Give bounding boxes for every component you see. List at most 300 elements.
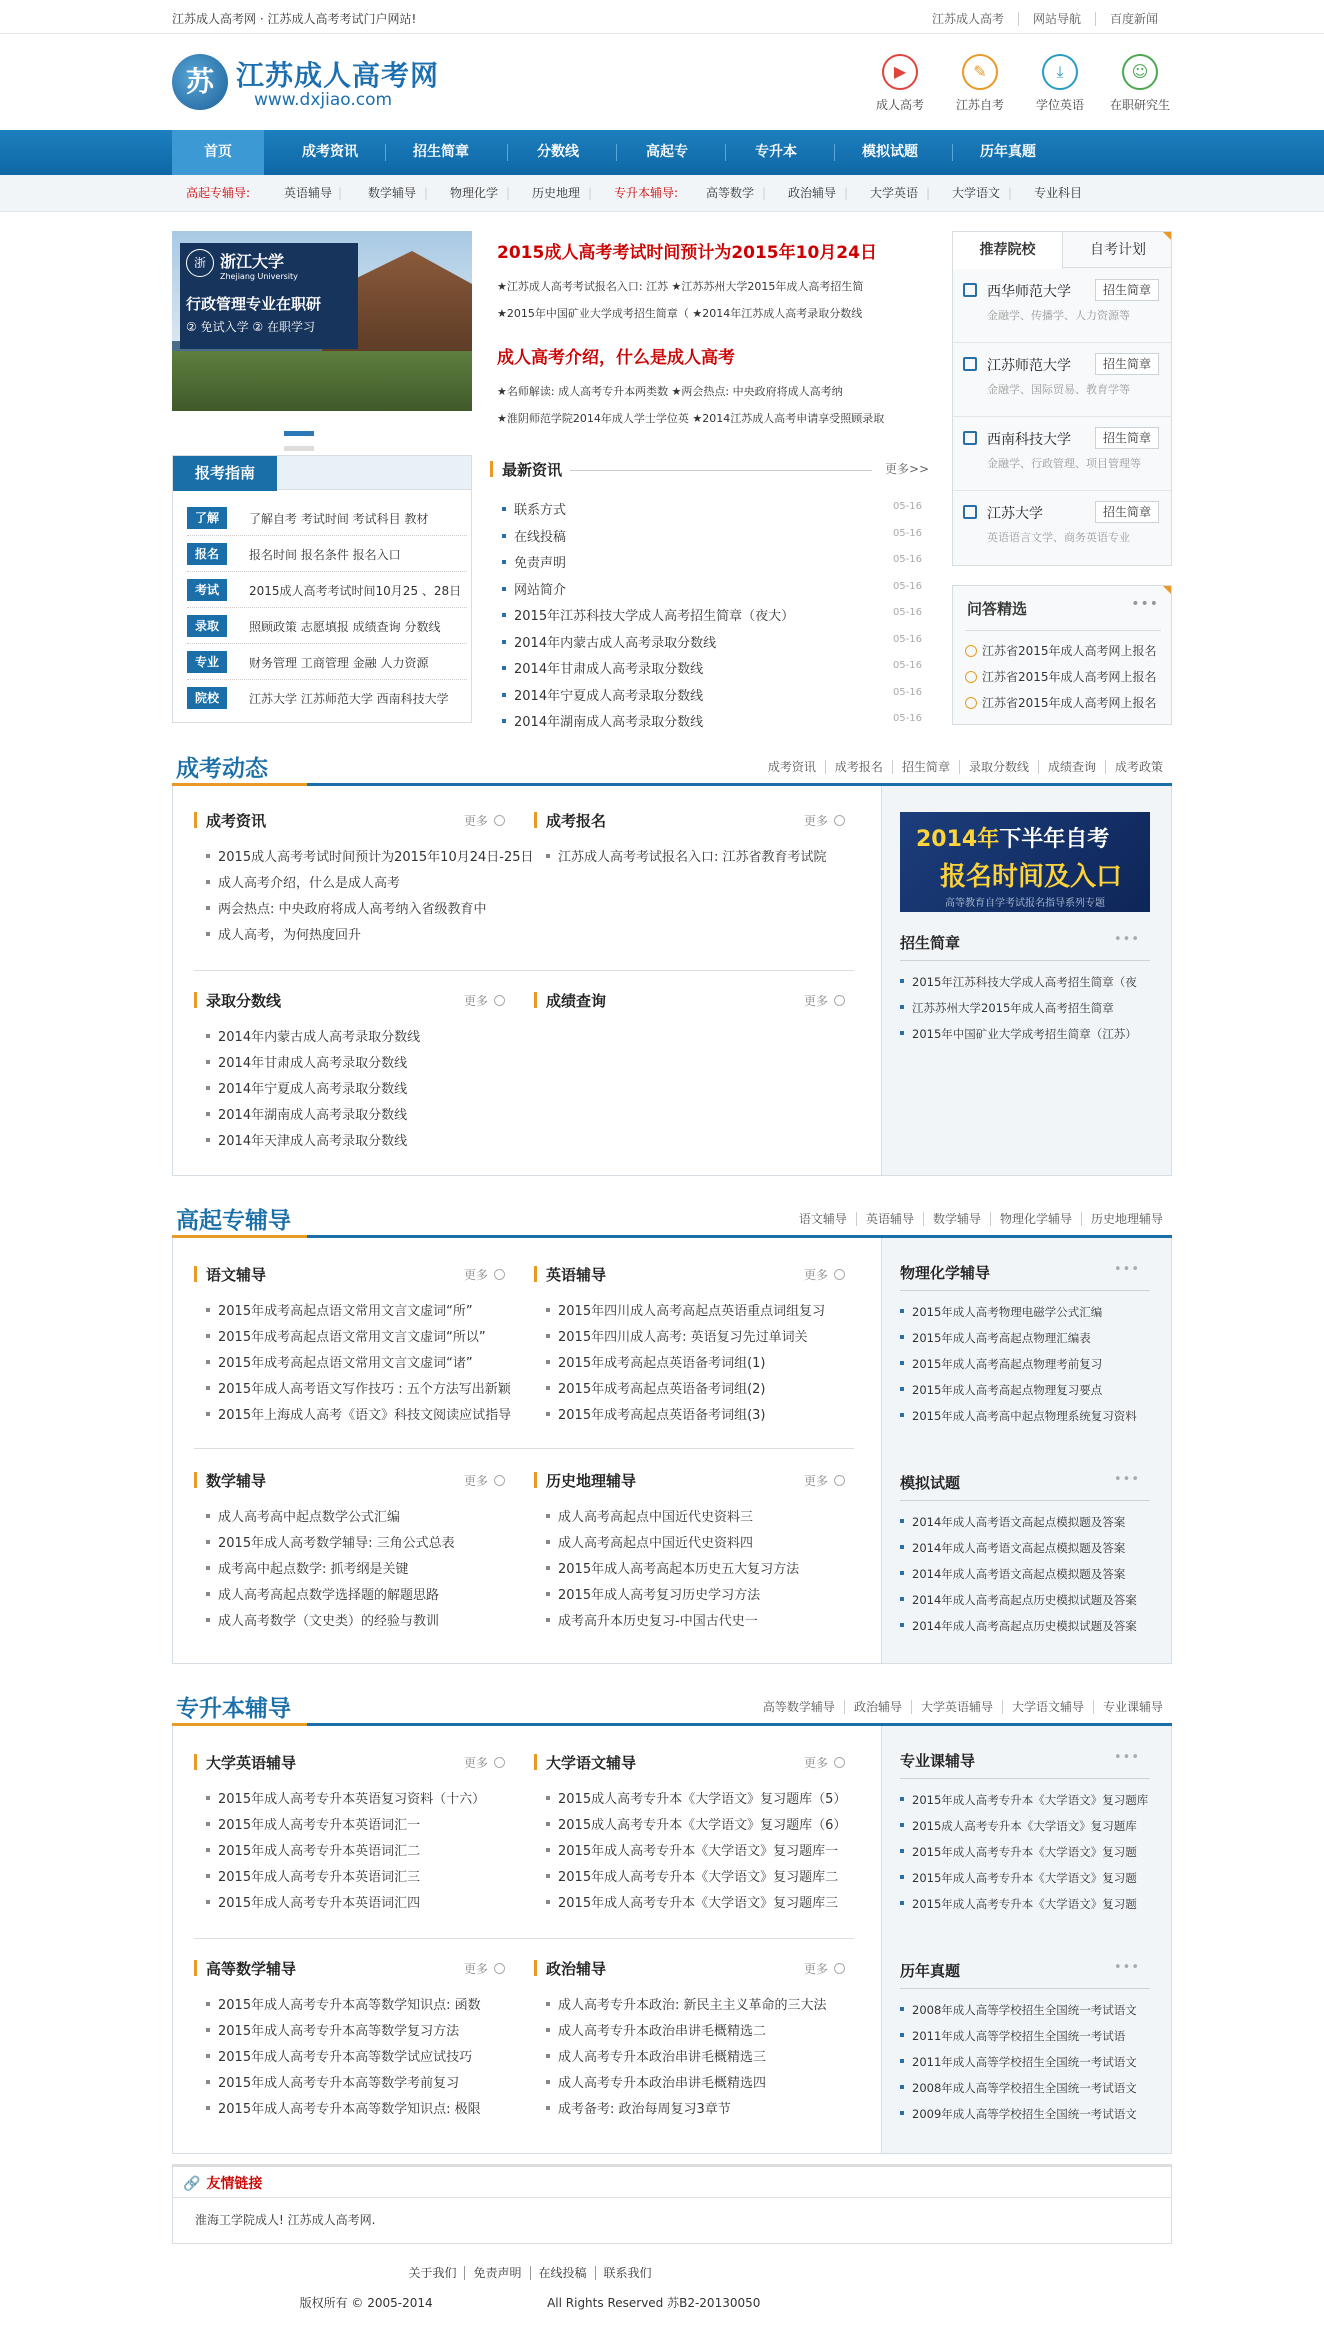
- top-link-baidu-news[interactable]: 百度新闻: [1095, 12, 1172, 26]
- block-title[interactable]: 历史地理辅导: [546, 1472, 637, 1490]
- guide-links[interactable]: 江苏大学 江苏师范大学 西南科技大学: [249, 692, 449, 706]
- list-item[interactable]: [546, 1994, 866, 2013]
- sidebar-list-item[interactable]: [900, 1540, 1158, 1556]
- shortcut-adult-exam[interactable]: [860, 54, 940, 113]
- subnav-item[interactable]: 专业科目: [1034, 186, 1083, 200]
- list-item[interactable]: [206, 1532, 526, 1551]
- list-item[interactable]: [206, 1404, 526, 1423]
- list-item[interactable]: [546, 2046, 866, 2065]
- subnav-item[interactable]: 大学语文: [952, 186, 1001, 200]
- list-item-text[interactable]: 江苏成人高考考试报名入口: 江苏省教育考试院: [558, 850, 827, 865]
- list-item[interactable]: [206, 1840, 526, 1859]
- list-item-text[interactable]: 2015年成人高考高起本历史五大复习方法: [558, 1562, 800, 1577]
- sidebar-list-item[interactable]: [900, 1566, 1158, 1582]
- nav-mock-tests[interactable]: 模拟试题: [862, 144, 918, 160]
- slider-dots[interactable]: [284, 425, 344, 431]
- block-title[interactable]: 数学辅导: [206, 1472, 267, 1490]
- sidebar-list-item[interactable]: [900, 1618, 1158, 1634]
- list-item-text[interactable]: 成人高考专升本政治串讲毛概精选二: [558, 2024, 767, 2039]
- admissions-button[interactable]: 招生简章: [1095, 279, 1159, 301]
- list-item[interactable]: [546, 1300, 866, 1319]
- list-item-text[interactable]: 2015成人高考专升本《大学语文》复习题库（6）: [558, 1818, 847, 1833]
- list-item[interactable]: [206, 2072, 526, 2091]
- exam-guide: [172, 455, 472, 723]
- list-item-text[interactable]: 2015年成考高起点语文常用文言文虚词“所以”: [218, 1330, 486, 1345]
- block-more-link[interactable]: [804, 1472, 845, 1489]
- list-item-text[interactable]: 2015年成人高考物理电磁学公式汇编: [912, 1305, 1103, 1319]
- more-dots[interactable]: •••: [1131, 596, 1159, 612]
- list-item[interactable]: [206, 1104, 526, 1123]
- more-circle-icon: [494, 1757, 505, 1768]
- list-item[interactable]: [206, 898, 526, 917]
- list-item-text[interactable]: 2015年成人高考专升本英语词汇三: [218, 1870, 421, 1885]
- list-item-text[interactable]: 2014年成人高考语文高起点模拟题及答案: [912, 1567, 1126, 1581]
- site-logo[interactable]: [172, 52, 452, 112]
- top-link-jiangsu[interactable]: 江苏成人高考: [931, 12, 1004, 26]
- news-item-title[interactable]: 2014年宁夏成人高考录取分数线: [514, 688, 704, 704]
- circle-icon: [965, 645, 977, 657]
- list-item-text[interactable]: 江苏苏州大学2015年成人高考招生简章: [912, 1001, 1114, 1015]
- list-item-text[interactable]: 2015年成人高考高起点物理汇编表: [912, 1331, 1091, 1345]
- list-item-text[interactable]: 2015年成人高考专升本《大学语文》复习题库一: [558, 1844, 839, 1859]
- block-title[interactable]: 成考报名: [546, 812, 607, 830]
- list-item[interactable]: [546, 1610, 866, 1629]
- subnav-item[interactable]: 数学辅导: [368, 186, 417, 200]
- block-more-link[interactable]: [464, 992, 505, 1009]
- list-item-text[interactable]: 两会热点: 中央政府将成人高考纳入省级教育中: [218, 902, 487, 917]
- news-item[interactable]: [502, 605, 922, 625]
- block-more-link[interactable]: [804, 1266, 845, 1283]
- news-item-date: 05-16: [892, 501, 922, 512]
- news-item-date: 05-16: [892, 580, 922, 592]
- list-item-text[interactable]: 2015年成考高起点英语备考词组(1): [558, 1356, 766, 1371]
- list-item-text[interactable]: 2015年成人高考数学辅导: 三角公式总表: [218, 1536, 455, 1551]
- list-item[interactable]: [546, 1814, 866, 1833]
- list-item-text[interactable]: 2015年成人高考专升本《大学语文》复习题库三: [558, 1896, 839, 1911]
- section-link[interactable]: 成考资讯: [767, 760, 816, 774]
- bullet-icon: [900, 1031, 904, 1035]
- list-item[interactable]: [206, 1610, 526, 1629]
- school-name[interactable]: 江苏师范大学: [987, 358, 1071, 374]
- footer-link-contact[interactable]: 联系我们: [595, 2266, 660, 2280]
- guide-tag[interactable]: 录取: [187, 615, 227, 637]
- section-link[interactable]: 成绩查询: [1038, 760, 1105, 774]
- list-item-text[interactable]: 2015年上海成人高考《语文》科技文阅读应试指导: [218, 1408, 512, 1423]
- list-item[interactable]: [206, 1078, 526, 1097]
- sidebar-block-title[interactable]: 模拟试题: [900, 1474, 961, 1492]
- more-dots[interactable]: •••: [1113, 932, 1140, 947]
- sidebar-block-title[interactable]: 招生简章: [900, 934, 961, 952]
- qa-item[interactable]: 江苏省2015年成人高考网上报名: [965, 694, 1157, 711]
- list-item-text[interactable]: 2008年成人高等学校招生全国统一考试语文: [912, 2081, 1137, 2095]
- sidebar-list-item[interactable]: [900, 974, 1158, 990]
- section-link[interactable]: 英语辅导: [856, 1212, 923, 1226]
- nav-zhuanshengben[interactable]: 专升本: [755, 144, 797, 160]
- list-item-text[interactable]: 2015年成人高考专升本英语词汇二: [218, 1844, 421, 1859]
- block-title[interactable]: 政治辅导: [546, 1960, 607, 1978]
- list-item-text[interactable]: 2009年成人高等学校招生全国统一考试语文: [912, 2107, 1137, 2121]
- list-item-text[interactable]: 2015年成人高考专升本英语词汇一: [218, 1818, 421, 1833]
- tab-self-exam-plan[interactable]: 自考计划: [1090, 242, 1146, 258]
- list-item[interactable]: [206, 1378, 526, 1397]
- news-item-title[interactable]: 2014年湖南成人高考录取分数线: [514, 715, 704, 730]
- news-item[interactable]: [502, 711, 922, 731]
- subnav-item[interactable]: 物理化学: [450, 186, 499, 200]
- sidebar-list-item[interactable]: [900, 1304, 1158, 1320]
- list-item[interactable]: [206, 1326, 526, 1345]
- guide-tag[interactable]: 专业: [187, 651, 227, 673]
- block-more-link[interactable]: [464, 1960, 505, 1977]
- news-item-title[interactable]: 联系方式: [514, 503, 567, 518]
- tab-recommended-schools[interactable]: 推荐院校: [953, 232, 1063, 269]
- news-item[interactable]: [502, 552, 922, 572]
- sidebar-list-item[interactable]: [900, 2054, 1158, 2070]
- slider-dot[interactable]: [284, 431, 314, 436]
- guide-tag[interactable]: 了解: [187, 507, 227, 529]
- sidebar-list-item[interactable]: [900, 1896, 1158, 1912]
- list-item-text[interactable]: 2014年宁夏成人高考录取分数线: [218, 1082, 408, 1097]
- bullet-icon: [206, 1592, 210, 1596]
- headline-title[interactable]: 2015成人高考考试时间预计为2015年10月24日: [497, 243, 877, 263]
- block-more-link[interactable]: [804, 812, 845, 829]
- sidebar-block-title[interactable]: 物理化学辅导: [900, 1264, 991, 1282]
- section-link[interactable]: 物理化学辅导: [990, 1212, 1081, 1226]
- list-item-text[interactable]: 2011年成人高等学校招生全国统一考试语: [912, 2029, 1126, 2043]
- headline-sub[interactable]: ★2015年中国矿业大学成考招生简章（ ★2014年江苏成人高考录取分数线: [497, 307, 863, 320]
- shortcut-self-exam[interactable]: [940, 54, 1020, 113]
- block-title[interactable]: 大学语文辅导: [546, 1754, 637, 1772]
- list-item[interactable]: [206, 924, 526, 943]
- list-item[interactable]: [546, 1840, 866, 1859]
- list-item-text[interactable]: 成人高考高起点中国近代史资料三: [558, 1510, 754, 1525]
- list-item-text[interactable]: 成人高考专升本政治串讲毛概精选三: [558, 2050, 767, 2065]
- list-item-text[interactable]: 2008年成人高等学校招生全国统一考试语文: [912, 2003, 1137, 2017]
- list-item[interactable]: [206, 1130, 526, 1149]
- nav-admissions[interactable]: 招生简章: [413, 144, 469, 160]
- list-item[interactable]: [206, 872, 526, 891]
- section-link[interactable]: 录取分数线: [959, 760, 1038, 774]
- list-item-text[interactable]: 2015年成人高考专升本《大学语文》复习题: [912, 1897, 1137, 1911]
- block-title[interactable]: 英语辅导: [546, 1266, 607, 1284]
- subnav-item[interactable]: 大学英语: [870, 186, 919, 200]
- list-item-text[interactable]: 成考高中起点数学: 抓考纲是关键: [218, 1562, 409, 1577]
- list-item-text[interactable]: 2015年成考高起点英语备考词组(2): [558, 1382, 766, 1397]
- list-item-text[interactable]: 2015年成人高考高中起点物理系统复习资料: [912, 1409, 1137, 1423]
- list-item[interactable]: [206, 1026, 526, 1045]
- list-item-text[interactable]: 2015年成人高考专升本英语词汇四: [218, 1896, 421, 1911]
- list-item[interactable]: [206, 1052, 526, 1071]
- section-link[interactable]: 大学语文辅导: [1002, 1700, 1093, 1714]
- sidebar-list-item[interactable]: [900, 1382, 1158, 1398]
- sidebar-list-item[interactable]: [900, 2080, 1158, 2096]
- block-title[interactable]: 成考资讯: [206, 812, 267, 830]
- block-more-link[interactable]: [804, 1754, 845, 1771]
- subnav-item[interactable]: 历史地理: [532, 186, 581, 200]
- news-more-link[interactable]: 更多>>: [885, 462, 930, 476]
- news-item-title[interactable]: 网站简介: [514, 582, 567, 598]
- more-dots[interactable]: •••: [1113, 1960, 1140, 1975]
- list-item[interactable]: [206, 1300, 526, 1319]
- list-item-text[interactable]: 2015年成考高起点语文常用文言文虚词“所”: [218, 1304, 473, 1319]
- more-label: 更多: [804, 994, 829, 1008]
- shortcut-degree-english[interactable]: [1020, 54, 1100, 113]
- admissions-button[interactable]: 招生简章: [1095, 501, 1159, 523]
- headline-sub[interactable]: ★淮阴师范学院2014年成人学士学位英 ★2014江苏成人高考申请享受照顾录取: [497, 412, 885, 425]
- section-link[interactable]: 大学英语辅导: [911, 1700, 1002, 1714]
- list-item[interactable]: [206, 2046, 526, 2065]
- subnav-item[interactable]: 政治辅导: [788, 186, 837, 200]
- list-item-text[interactable]: 2015成人高考专升本《大学语文》复习题库: [912, 1819, 1137, 1833]
- block-title[interactable]: 高等数学辅导: [206, 1960, 297, 1978]
- section-header-news: [172, 750, 1172, 784]
- headline-title[interactable]: 成人高考介绍，什么是成人高考: [497, 348, 735, 368]
- footer-link-disclaimer[interactable]: 免责声明: [464, 2266, 529, 2280]
- list-item-text[interactable]: 成人高考高中起点数学公式汇编: [218, 1510, 401, 1525]
- block-more-link[interactable]: [804, 1960, 845, 1977]
- guide-tag[interactable]: 院校: [187, 687, 227, 709]
- list-item-text[interactable]: 2015年成人高考专升本高等数学知识点: 极限: [218, 2102, 481, 2117]
- section-link[interactable]: 专业课辅导: [1093, 1700, 1172, 1714]
- sidebar-block-title[interactable]: 专业课辅导: [900, 1752, 976, 1770]
- subnav-label-gaoqizhuan: 高起专辅导:: [186, 186, 251, 200]
- guide-links[interactable]: 2015成人高考考试时间10月25 、28日: [249, 584, 462, 598]
- sidebar-list-item[interactable]: [900, 1818, 1158, 1834]
- list-item[interactable]: [206, 1584, 526, 1603]
- list-item[interactable]: [546, 1352, 866, 1371]
- list-item-text[interactable]: 成人高考，为何热度回升: [218, 928, 362, 943]
- block-more-link[interactable]: [464, 1266, 505, 1283]
- news-item-title[interactable]: 免责声明: [514, 556, 567, 571]
- nav-news[interactable]: 成考资讯: [302, 144, 358, 160]
- list-item-text[interactable]: 2015成人高考专升本《大学语文》复习题库（5）: [558, 1792, 847, 1807]
- list-item-text[interactable]: 2014年甘肃成人高考录取分数线: [218, 1056, 408, 1071]
- list-item-text[interactable]: 成人高考专升本政治串讲毛概精选四: [558, 2076, 767, 2091]
- list-item[interactable]: [206, 1506, 526, 1525]
- section-link[interactable]: 数学辅导: [923, 1212, 990, 1226]
- list-item-text[interactable]: 成人高考高起点数学选择题的解题思路: [218, 1588, 440, 1603]
- list-item-text[interactable]: 2015年成人高考复习历史学习方法: [558, 1588, 761, 1603]
- guide-row: [187, 536, 467, 572]
- friend-links-list[interactable]: 淮海工学院成人! 江苏成人高考网.: [195, 2213, 376, 2227]
- headline-sub[interactable]: ★名师解读: 成人高考专升本两类数 ★两会热点: 中央政府将成人高考纳: [497, 385, 843, 398]
- list-item[interactable]: [206, 2020, 526, 2039]
- list-item[interactable]: [546, 1892, 866, 1911]
- news-item[interactable]: [502, 579, 922, 599]
- section-link[interactable]: 成考报名: [825, 760, 892, 774]
- qa-title: 问答精选: [967, 600, 1028, 618]
- list-item-text[interactable]: 2015年成人高考专升本《大学语文》复习题库: [912, 1793, 1149, 1807]
- guide-links[interactable]: 了解自考 考试时间 考试科目 教材: [249, 512, 429, 526]
- list-item-text[interactable]: 2015年四川成人高考: 英语复习先过单词关: [558, 1330, 808, 1345]
- list-item[interactable]: [546, 2098, 866, 2117]
- subnav-item[interactable]: 高等数学: [706, 186, 755, 200]
- sidebar-list-item[interactable]: [900, 1844, 1158, 1860]
- bullet-icon: [900, 1387, 904, 1391]
- list-item-text[interactable]: 成考备考: 政治每周复习3章节: [558, 2102, 731, 2117]
- sidebar-list-item[interactable]: [900, 1408, 1158, 1424]
- list-item-text[interactable]: 成人高考数学（文史类）的经验与教训: [218, 1614, 440, 1629]
- block-title[interactable]: 录取分数线: [206, 992, 282, 1010]
- list-item-text[interactable]: 2015年成人高考专升本《大学语文》复习题: [912, 1871, 1137, 1885]
- sidebar-list-item[interactable]: [900, 1792, 1158, 1808]
- list-item[interactable]: [206, 1866, 526, 1885]
- list-item-text[interactable]: 2015年成人高考语文写作技巧 : 五个方法写出新颖: [218, 1382, 511, 1397]
- block-title[interactable]: 成绩查询: [546, 992, 607, 1010]
- footer-link-submit[interactable]: 在线投稿: [530, 2266, 595, 2280]
- list-item-text[interactable]: 2015年成人高考专升本高等数学知识点: 函数: [218, 1998, 481, 2013]
- nav-past-papers[interactable]: 历年真题: [980, 144, 1036, 160]
- list-item-text[interactable]: 2015年成人高考专升本高等数学考前复习: [218, 2076, 460, 2091]
- more-dots[interactable]: •••: [1113, 1750, 1140, 1765]
- list-item-text[interactable]: 2015年成人高考专升本高等数学试应试技巧: [218, 2050, 473, 2065]
- section-link[interactable]: 历史地理辅导: [1081, 1212, 1172, 1226]
- list-item[interactable]: [546, 1326, 866, 1345]
- news-item-title[interactable]: 2015年江苏科技大学成人高考招生简章（夜大）: [514, 609, 795, 624]
- list-item[interactable]: [546, 1866, 866, 1885]
- list-item-text[interactable]: 成人高考介绍，什么是成人高考: [218, 876, 401, 891]
- subnav-item[interactable]: 英语辅导: [284, 186, 333, 200]
- list-item[interactable]: [206, 1892, 526, 1911]
- more-dots[interactable]: •••: [1113, 1262, 1140, 1277]
- block-more-link[interactable]: [804, 992, 845, 1009]
- list-item-text[interactable]: 成人高考高起点中国近代史资料四: [558, 1536, 754, 1551]
- qa-item[interactable]: 江苏省2015年成人高考网上报名: [965, 668, 1157, 685]
- list-item[interactable]: [206, 846, 534, 865]
- list-item-text[interactable]: 2015年成人高考高起点物理考前复习: [912, 1357, 1103, 1371]
- sidebar-list-item[interactable]: [900, 2106, 1158, 2122]
- nav-home[interactable]: 首页: [172, 130, 264, 175]
- top-link-sitemap[interactable]: 网站导航: [1018, 12, 1095, 26]
- list-item-text[interactable]: 2015年成考高起点语文常用文言文虚词“诸”: [218, 1356, 473, 1371]
- list-item[interactable]: [206, 1814, 526, 1833]
- list-item-text[interactable]: 成考高升本历史复习-中国古代史一: [558, 1614, 758, 1629]
- sidebar-list-item[interactable]: [900, 1514, 1158, 1530]
- sidebar-list-item[interactable]: [900, 2002, 1158, 2018]
- school-name[interactable]: 西南科技大学: [987, 432, 1071, 448]
- guide-links[interactable]: 财务管理 工商管理 金融 人力资源: [249, 656, 429, 670]
- headline-sub[interactable]: ★江苏成人高考考试报名入口: 江苏 ★江苏苏州大学2015年成人高考招生简: [497, 280, 864, 293]
- section-link[interactable]: 语文辅导: [798, 1212, 847, 1226]
- list-item-text[interactable]: 2015年四川成人高考高起点英语重点词组复习: [558, 1304, 826, 1319]
- news-item[interactable]: [502, 632, 922, 652]
- news-item[interactable]: [502, 526, 922, 546]
- news-item[interactable]: [502, 685, 922, 705]
- shortcut-graduate[interactable]: [1100, 54, 1180, 113]
- list-item[interactable]: [546, 2020, 866, 2039]
- list-item-text[interactable]: 2015年成人高考专升本《大学语文》复习题库二: [558, 1870, 839, 1885]
- block-more-link[interactable]: [464, 812, 505, 829]
- news-item[interactable]: [502, 499, 922, 519]
- qa-item[interactable]: 江苏省2015年成人高考网上报名: [965, 642, 1157, 659]
- list-item-text[interactable]: 2015年中国矿业大学成考招生简章（江苏）: [912, 1027, 1137, 1041]
- list-item-text[interactable]: 2014年天津成人高考录取分数线: [218, 1134, 408, 1149]
- self-exam-banner[interactable]: [900, 812, 1150, 912]
- list-item-text[interactable]: 2014年湖南成人高考录取分数线: [218, 1108, 408, 1123]
- sidebar-list-item[interactable]: [900, 1870, 1158, 1886]
- news-item[interactable]: [502, 658, 922, 678]
- list-item-text[interactable]: 2015成人高考考试时间预计为2015年10月24日-25日: [218, 850, 534, 865]
- guide-tag[interactable]: 报名: [187, 543, 227, 565]
- block-title[interactable]: 大学英语辅导: [206, 1754, 297, 1772]
- list-item-text[interactable]: 2014年成人高考语文高起点模拟题及答案: [912, 1541, 1126, 1555]
- section-link[interactable]: 政治辅导: [844, 1700, 911, 1714]
- sidebar-list-item[interactable]: [900, 1330, 1158, 1346]
- news-item-date: 05-16: [892, 686, 922, 698]
- banner-slider[interactable]: [172, 231, 472, 411]
- list-item-text[interactable]: 2014年成人高考高起点历史模拟试题及答案: [912, 1593, 1137, 1607]
- list-item-text[interactable]: 2015年成人高考专升本《大学语文》复习题: [912, 1845, 1137, 1859]
- section-link[interactable]: 成考政策: [1105, 760, 1172, 774]
- footer-link-about[interactable]: 关于我们: [408, 2266, 457, 2280]
- news-item-title[interactable]: 2014年内蒙古成人高考录取分数线: [514, 635, 717, 651]
- guide-links[interactable]: 报名时间 报名条件 报名入口: [249, 548, 401, 562]
- list-item[interactable]: [546, 1558, 866, 1577]
- section-link[interactable]: 招生简章: [892, 760, 959, 774]
- list-item-text[interactable]: 2015年江苏科技大学成人高考招生简章（夜: [912, 975, 1137, 989]
- sidebar-list-item[interactable]: [900, 1000, 1158, 1016]
- list-item[interactable]: [206, 1788, 526, 1807]
- list-item[interactable]: [546, 1378, 866, 1397]
- nav-gaoqizhuan[interactable]: 高起专: [646, 144, 688, 160]
- list-item-text[interactable]: 成人高考专升本政治: 新民主主义革命的三大法: [558, 1998, 827, 2013]
- list-item-text[interactable]: 2015年成考高起点英语备考词组(3): [558, 1408, 766, 1423]
- guide-tag[interactable]: 考试: [187, 579, 227, 601]
- school-name[interactable]: 江苏大学: [987, 506, 1043, 522]
- bullet-icon: [206, 2106, 210, 2110]
- list-item[interactable]: [546, 1584, 866, 1603]
- section-link[interactable]: 高等数学辅导: [762, 1700, 835, 1714]
- list-item[interactable]: [546, 1788, 866, 1807]
- sidebar-list-item[interactable]: [900, 1356, 1158, 1372]
- nav-scores[interactable]: 分数线: [537, 144, 579, 160]
- slider-dot[interactable]: [284, 446, 314, 451]
- list-item[interactable]: [546, 1506, 866, 1525]
- list-item[interactable]: [206, 1558, 526, 1577]
- sidebar-list-item[interactable]: [900, 1026, 1158, 1042]
- news-item-title[interactable]: 2014年甘肃成人高考录取分数线: [514, 662, 704, 677]
- block-title[interactable]: 语文辅导: [206, 1266, 267, 1284]
- list-item-text[interactable]: 2011年成人高等学校招生全国统一考试语文: [912, 2055, 1137, 2069]
- sidebar-list-item[interactable]: [900, 2028, 1158, 2044]
- admissions-button[interactable]: 招生简章: [1095, 353, 1159, 375]
- admissions-button[interactable]: 招生简章: [1095, 427, 1159, 449]
- ad-subheadline: 报名时间及入口: [940, 862, 1123, 892]
- list-item-text[interactable]: 2014年成人高考高起点历史模拟试题及答案: [912, 1619, 1137, 1633]
- list-item-text[interactable]: 2014年内蒙古成人高考录取分数线: [218, 1030, 421, 1045]
- list-item[interactable]: [546, 846, 866, 865]
- content-block: [534, 1750, 864, 1950]
- list-item[interactable]: [206, 1352, 526, 1371]
- list-item-text[interactable]: 2015年成人高考专升本英语复习资料（十六）: [218, 1792, 486, 1807]
- sidebar-list-item[interactable]: [900, 1592, 1158, 1608]
- list-item[interactable]: [206, 2098, 526, 2117]
- list-item-text[interactable]: 2014年成人高考语文高起点模拟题及答案: [912, 1515, 1126, 1529]
- more-circle-icon: [834, 1269, 845, 1280]
- list-item[interactable]: [546, 1532, 866, 1551]
- list-item-text[interactable]: 2015年成人高考专升本高等数学复习方法: [218, 2024, 460, 2039]
- news-item-title[interactable]: 在线投稿: [514, 529, 567, 545]
- block-more-link[interactable]: [464, 1754, 505, 1771]
- list-item[interactable]: [546, 2072, 866, 2091]
- block-more-link[interactable]: [464, 1472, 505, 1489]
- school-name[interactable]: 西华师范大学: [987, 284, 1071, 300]
- more-dots[interactable]: •••: [1113, 1472, 1140, 1487]
- list-item-text[interactable]: 2015年成人高考高起点物理复习要点: [912, 1383, 1103, 1397]
- sidebar-block-title[interactable]: 历年真题: [900, 1962, 961, 1980]
- guide-links[interactable]: 照顾政策 志愿填报 成绩查询 分数线: [249, 620, 441, 634]
- list-item[interactable]: [546, 1404, 866, 1423]
- list-item[interactable]: [206, 1994, 526, 2013]
